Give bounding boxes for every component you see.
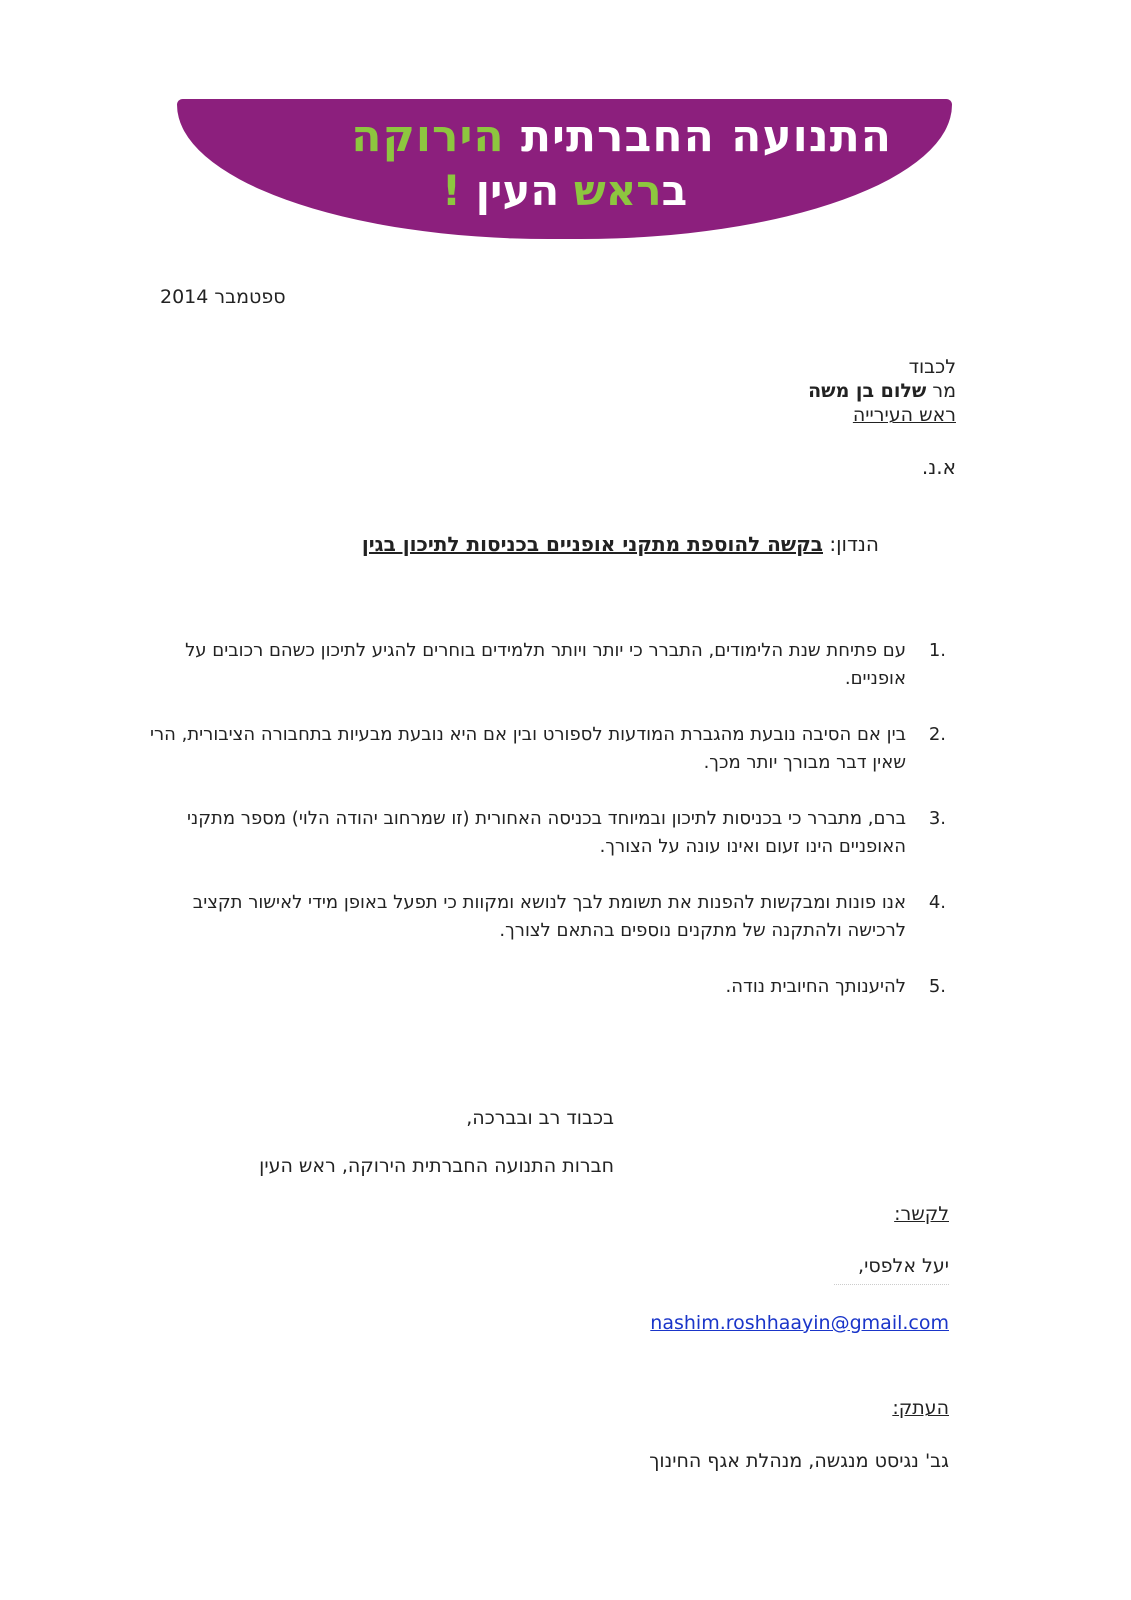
recipient-block	[808, 355, 956, 427]
contact-name: יעל אלפסי,	[858, 1255, 949, 1277]
list-item	[146, 973, 946, 1001]
list-item	[146, 889, 946, 945]
subject-text: בקשה להוספת מתקני אופניים בכניסות לתיכון בגין	[361, 532, 823, 556]
contact-email-link[interactable]: nashim.roshhaayin@gmail.com	[650, 1312, 949, 1334]
recipient-prefix: מר	[932, 380, 956, 402]
banner-subtitle-city: העין	[475, 166, 560, 215]
list-item-text: להיענותך החיובית נודה.	[725, 976, 906, 997]
banner-subtitle-prefix: ב	[661, 166, 688, 215]
numbered-list	[146, 637, 946, 1029]
recipient-name: שלום בן משה	[808, 380, 927, 402]
cc-label: העתק:	[892, 1397, 949, 1419]
closing-regards: בכבוד רב ובברכה,	[466, 1107, 614, 1129]
banner-exclamation: !	[441, 166, 461, 215]
letter-date: ספטמבר 2014	[160, 286, 286, 308]
subject-line	[362, 532, 879, 556]
banner-title-green: הירוקה	[351, 111, 505, 162]
recipient-name-line	[808, 379, 956, 403]
banner-title	[351, 111, 892, 162]
banner-title-part1: התנועה החברתית	[520, 111, 892, 162]
list-item-text: עם פתיחת שנת הלימודים, התברר כי יותר ויותר תלמידים בוחרים להגיע לתיכון כשהם רכובים על אופניים.	[185, 640, 906, 689]
list-item-text: ברם, מתברר כי בכניסות לתיכון ובמיוחד בכניסה האחורית (זו שמרחוב יהודה הלוי) מספר מתקני האופניים הינו זעום ואינו עונה על הצורך.	[187, 808, 906, 857]
recipient-title: ראש העירייה	[852, 404, 956, 426]
closing-signature: חברות התנועה החברתית הירוקה, ראש העין	[259, 1155, 614, 1177]
list-item-number: 3.	[928, 808, 946, 829]
banner-subtitle-green: ראש	[573, 166, 662, 215]
contact-label: לקשר:	[894, 1203, 949, 1225]
header-banner	[177, 99, 952, 239]
list-item-text: בין אם הסיבה נובעת מהגברת המודעות לספורט ובין אם היא נובעת מבעיות בתחבורה הציבורית, הרי שאין דבר מבורך יותר מכך.	[149, 724, 906, 773]
banner-subtitle	[177, 166, 952, 215]
recipient-salutation: לכבוד	[908, 356, 956, 378]
list-item-number: 5.	[928, 976, 946, 997]
list-item	[146, 805, 946, 861]
greeting: א.נ.	[921, 455, 956, 479]
list-item-number: 4.	[928, 892, 946, 913]
list-item-number: 2.	[928, 724, 946, 745]
list-item	[146, 637, 946, 693]
cc-recipient: גב' נגיסט מנגשה, מנהלת אגף החינוך	[649, 1450, 949, 1472]
list-item-text: אנו פונות ומבקשות להפנות את תשומת לבך לנושא ומקוות כי תפעל באופן מידי לאישור תקציב לרכישה ולהתקנה של מתקנים נוספים בהתאם לצורך.	[192, 892, 906, 941]
list-item	[146, 721, 946, 777]
contact-divider	[834, 1284, 949, 1286]
subject-label: הנדון:	[829, 532, 879, 556]
list-item-number: 1.	[928, 640, 946, 661]
